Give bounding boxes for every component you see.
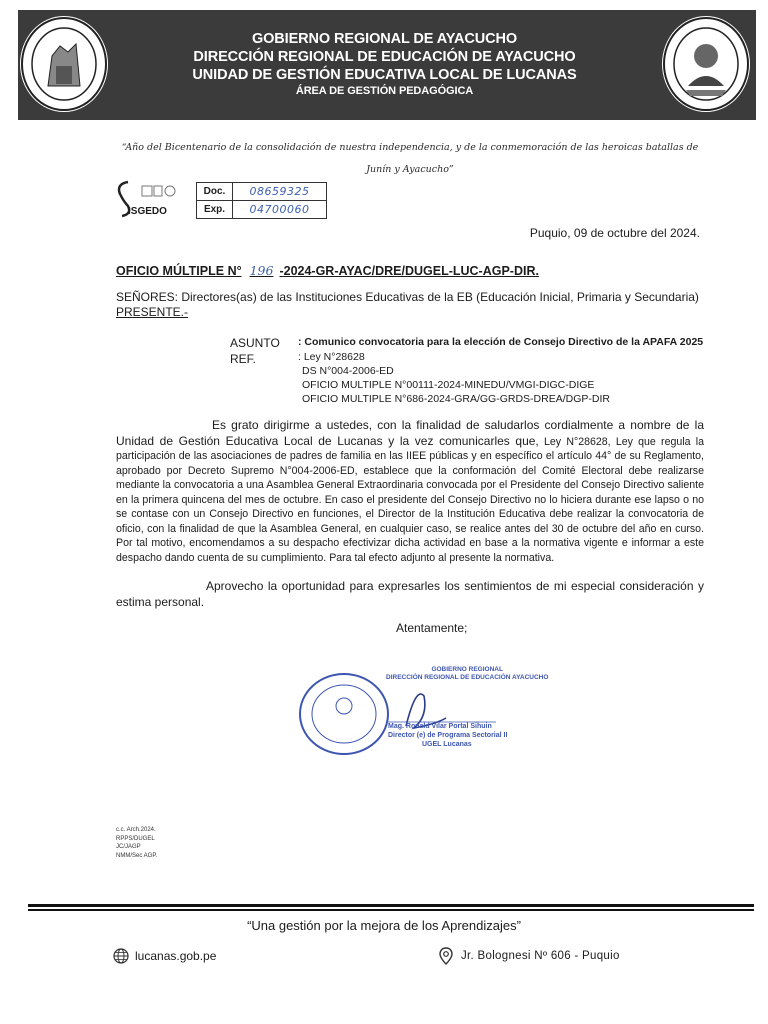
footer-divider-thin bbox=[28, 909, 754, 911]
ref-item: : Ley N°28628 bbox=[298, 351, 365, 363]
references bbox=[298, 350, 610, 406]
cc-line: c.c. Arch.2024. bbox=[116, 827, 156, 833]
copy-list bbox=[116, 826, 157, 860]
year-motto-line-1: “Año del Bicentenario de la consolidación de nuestra independencia, y de la conmemoración de las heroicas batallas de bbox=[121, 142, 699, 153]
body-paragraph-2: Aprovecho la oportunidad para expresarles los sentimientos de mi especial consideración y estima personal. bbox=[116, 579, 704, 609]
closing: Atentamente; bbox=[396, 621, 468, 635]
stamp-org-line-2: DIRECCIÓN REGIONAL DE EDUCACIÓN AYACUCHO bbox=[386, 674, 549, 681]
signer-block bbox=[388, 722, 507, 749]
header-line-2: DIRECCIÓN REGIONAL DE EDUCACIÓN DE AYACUCHO bbox=[193, 49, 576, 65]
signer-title: Director (e) de Programa Sectorial II bbox=[388, 732, 508, 739]
regional-seal-logo bbox=[20, 16, 108, 112]
ugel-seal-logo bbox=[662, 16, 750, 112]
doc-number: 08659325 bbox=[233, 183, 327, 201]
doc-label: Doc. bbox=[197, 183, 233, 201]
ref-item: OFICIO MULTIPLE N°00111-2024-MINEDU/VMGI-DIGC-DIGE bbox=[302, 379, 595, 391]
stamp-org bbox=[386, 666, 548, 682]
stamp-org-line-1: GOBIERNO REGIONAL bbox=[431, 666, 503, 673]
subject-labels bbox=[230, 335, 280, 367]
body-paragraph-1-opening: Es grato dirigirme a ustedes, con la finalidad de saludarlos cordialmente a nombre de la Unidad de Gestión Educativa Local de Lucanas y la vez comunicarles que, bbox=[116, 418, 704, 448]
body-paragraph-1-rest: Ley N°28628, Ley que regula la participación de las asociaciones de padres de familia en las IIEE públicas y en específico el artículo 44° de su Reglamento, aprobado por Decreto Supremo N°004-2006-ED, establece que la conformación del Comité Electoral debe realizarse mediante la convocatoria a una Asamblea General Extraordinaria convocada por el Presidente del Consejo Directivo saliente en la primera quincena del mes de octubre. En caso el presidente del Consejo Directivo no lo hiciera durante ese lapso o no se contase con un Consejo Directivo en funciones, el Director de la Institución Educativa debe realizar la convocatoria de oficio, con la finalidad de que la Asamblea General, en cualquier caso, se realice antes del 30 de octubre del año en curso. Por tal motivo, encomendamos a su despacho efectivizar dicha actividad en base a la normativa vigente e informar a este despacho dando cuenta de su cumplimiento. Para tal efecto adjunto al presente la normativa. bbox=[116, 435, 704, 564]
cc-line: JC/JAGP bbox=[116, 844, 141, 850]
website-text: lucanas.gob.pe bbox=[135, 949, 217, 963]
cc-line: RPPS/DUGEL bbox=[116, 835, 155, 842]
footer-address bbox=[439, 947, 620, 965]
asunto-label: ASUNTO bbox=[230, 336, 280, 350]
address-text: Jr. Bolognesi Nº 606 - Puquio bbox=[461, 950, 620, 962]
header-line-4: ÁREA DE GESTIÓN PEDAGÓGICA bbox=[295, 85, 474, 97]
ref-item: DS N°004-2006-ED bbox=[302, 365, 394, 377]
ref-item: OFICIO MULTIPLE N°686-2024-GRA/GG-GRDS-DREA/DGP-DIR bbox=[302, 393, 610, 405]
document-date: Puquio, 09 de octubre del 2024. bbox=[529, 226, 700, 240]
oficio-title bbox=[116, 263, 539, 278]
exp-number: 04700060 bbox=[233, 201, 327, 219]
globe-icon bbox=[113, 948, 129, 964]
footer-website[interactable] bbox=[113, 948, 216, 964]
recipients: SEÑORES: Directores(as) de las Instituciones Educativas de la EB (Educación Inicial, Primaria y Secundaria) bbox=[116, 290, 699, 304]
presente: PRESENTE.- bbox=[116, 305, 189, 319]
asunto-value: : Comunico convocatoria para la elección de Consejo Directivo de la APAFA 2025 bbox=[298, 336, 704, 348]
signer-name: Mag. Ronald Vilar Portal Sihuin bbox=[388, 723, 492, 730]
body-paragraph-1 bbox=[116, 418, 704, 565]
header-line-3: UNIDAD DE GESTIÓN EDUCATIVA LOCAL DE LUCANAS bbox=[192, 67, 577, 83]
header-line-1: GOBIERNO REGIONAL DE AYACUCHO bbox=[251, 31, 518, 47]
footer-motto: “Una gestión por la mejora de los Aprendizajes” bbox=[247, 918, 521, 933]
cc-line: NMM/Sec AGP. bbox=[116, 852, 158, 859]
ref-label: REF. bbox=[230, 352, 257, 366]
year-motto bbox=[110, 137, 710, 181]
oficio-number: 196 bbox=[249, 263, 274, 278]
location-pin-icon bbox=[439, 947, 453, 965]
oficio-prefix: OFICIO MÚLTIPLE N° bbox=[116, 264, 242, 278]
document-number-table bbox=[196, 182, 327, 219]
oficio-suffix: -2024-GR-AYAC/DRE/DUGEL-LUC-AGP-DIR. bbox=[279, 264, 539, 278]
exp-label: Exp. bbox=[197, 201, 233, 219]
sisgedo-label: ISGEDO bbox=[128, 206, 167, 217]
signer-org: UGEL Lucanas bbox=[422, 741, 472, 748]
footer-divider bbox=[28, 904, 754, 907]
year-motto-line-2: Junín y Ayacucho” bbox=[366, 164, 454, 175]
header-banner bbox=[18, 10, 756, 120]
